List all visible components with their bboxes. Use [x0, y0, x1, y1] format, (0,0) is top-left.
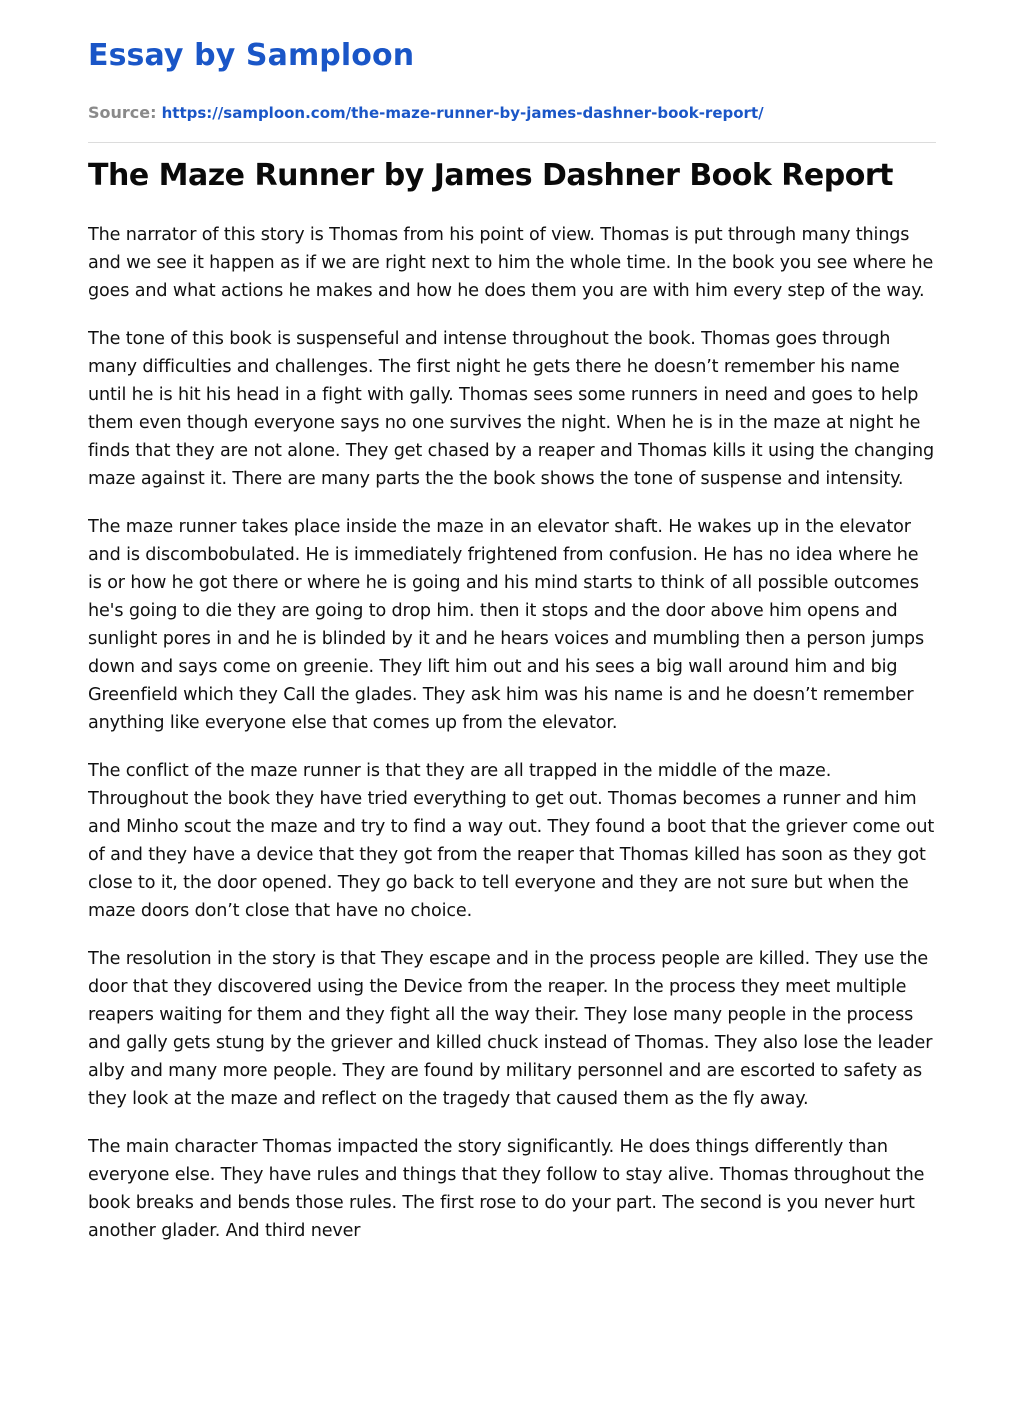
document-page [88, 0, 936, 1405]
essay-paragraph: The resolution in the story is that They escape and in the process people are killed. They use the door that they discovered using the Device from the reaper. In the process they meet multiple reapers waiting for them and they fight all the way their. They lose many people in the process and gally gets stung by the griever and killed chuck instead of Thomas. They also lose the leader alby and many more people. They are found by military personnel and are escorted to safety as they look at the maze and reflect on the tragedy that caused them as the fly away. [88, 949, 933, 1109]
source-line [88, 102, 764, 124]
essay-body [88, 221, 936, 1265]
essay-paragraph: The tone of this book is suspenseful and intense throughout the book. Thomas goes through many difficulties and challenges. The first night he gets there he doesn’t remember his name until he is hit his head in a fight with gally. Thomas sees some runners in need and goes to help them even though everyone says no one survives the night. When he is in the maze at night he finds that they are not alone. They get chased by a reaper and Thomas kills it using the changing maze against it. There are many parts the the book shows the tone of suspense and intensity. [88, 329, 934, 489]
essay-paragraph: The main character Thomas impacted the story significantly. He does things differently than everyone else. They have rules and things that they follow to stay alive. Thomas throughout the book breaks and bends those rules. The first rose to do your part. The second is you never hurt another glader. And third never [88, 1137, 925, 1241]
source-label: Source: [88, 103, 157, 122]
article-title: The Maze Runner by James Dashner Book Report [88, 158, 893, 193]
essay-paragraph: The conflict of the maze runner is that they are all trapped in the middle of the maze. Throughout the book they have tried everything to get out. Thomas becomes a runner and him and Minho scout the maze and try to find a way out. They found a boot that the griever come out of and they have a device that they got from the reaper that Thomas killed has soon as they got close to it, the door opened. They go back to tell everyone and they are not sure but when the maze doors don’t close that have no choice. [88, 761, 935, 921]
essay-paragraph: The narrator of this story is Thomas from his point of view. Thomas is put through many things and we see it happen as if we are right next to him the whole time. In the book you see where he goes and what actions he makes and how he does them you are with him every step of the way. [88, 225, 934, 301]
essay-paragraph: The maze runner takes place inside the maze in an elevator shaft. He wakes up in the elevator and is discombobulated. He is immediately frightened from confusion. He has no idea where he is or how he got there or where he is going and his mind starts to think of all possible outcomes he's going to die they are going to drop him. then it stops and the door above him opens and sunlight pores in and he is blinded by it and he hears voices and mumbling then a person jumps down and says come on greenie. They lift him out and his sees a big wall around him and big Greenfield which they Call the glades. They ask him was his name is and he doesn’t remember anything like everyone else that comes up from the elevator. [88, 517, 924, 733]
source-link[interactable]: https://samploon.com/the-maze-runner-by-james-dashner-book-report/ [161, 104, 764, 122]
header-divider [88, 142, 936, 143]
site-brand: Essay by Samploon [88, 38, 415, 73]
